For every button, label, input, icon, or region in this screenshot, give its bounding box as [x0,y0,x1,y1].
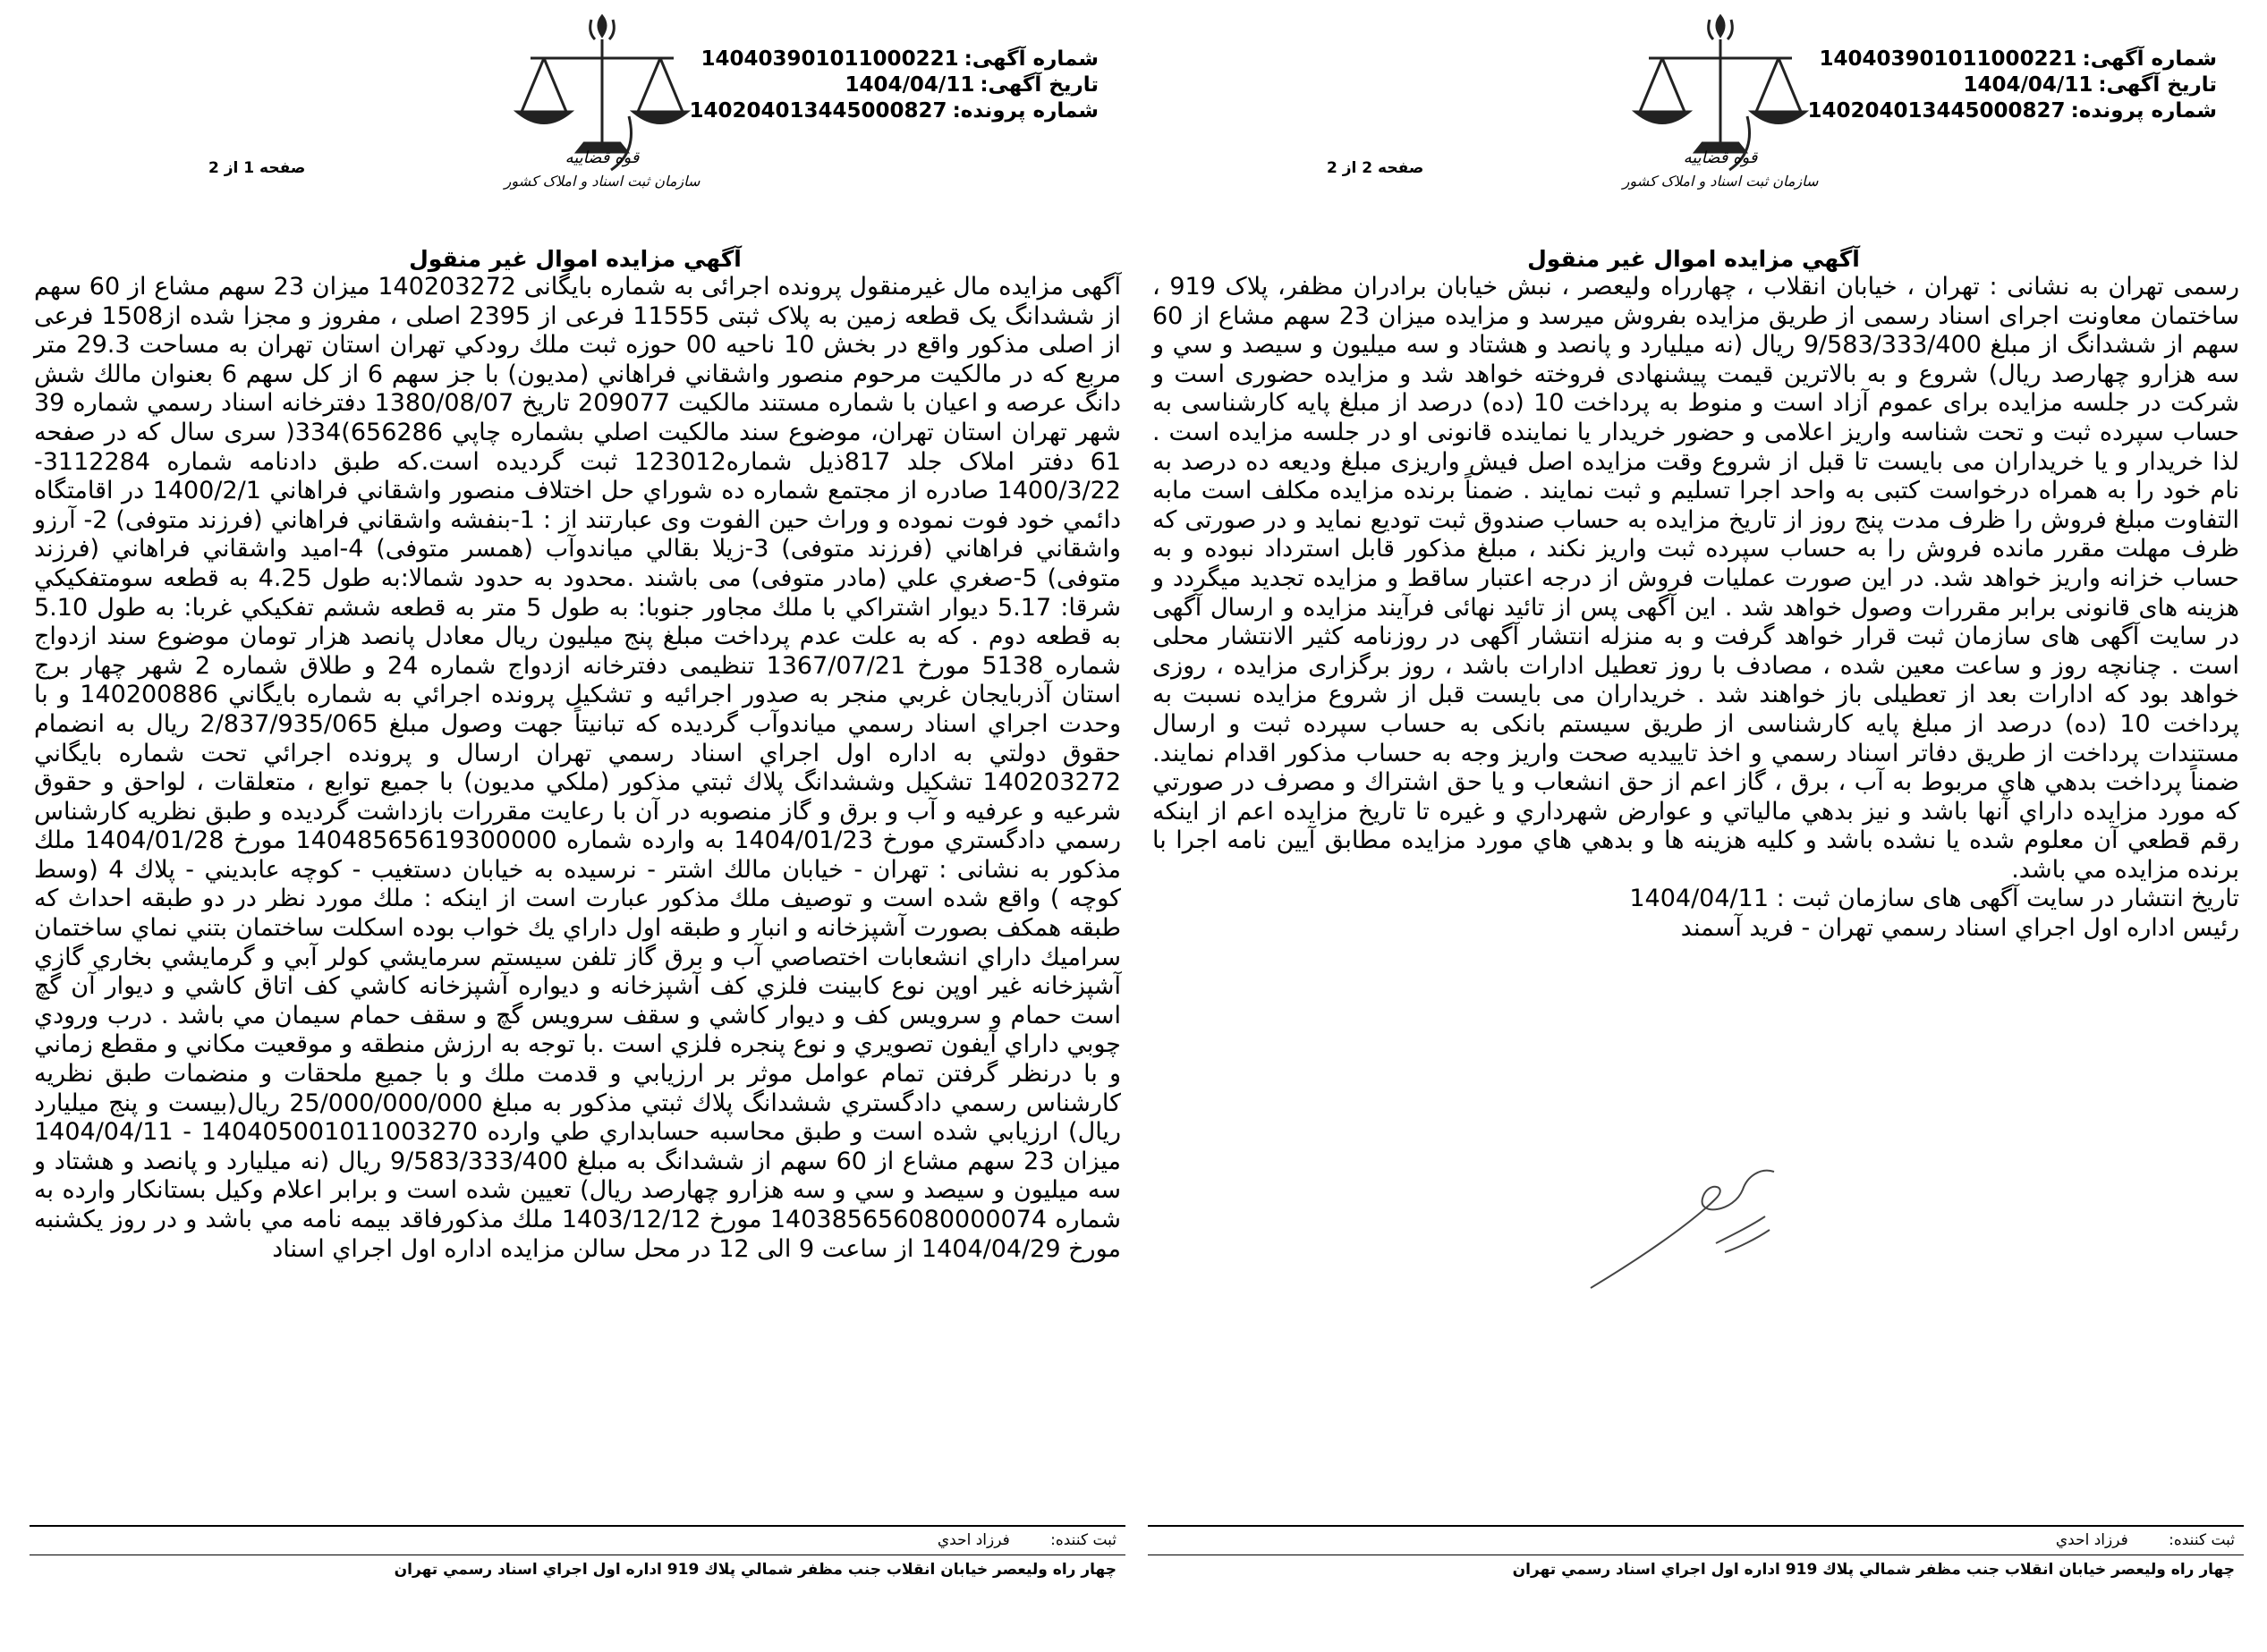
notice-meta [690,47,1100,124]
registrar-label: ثبت کننده: [1050,1531,1117,1549]
notice-page-2 [1134,0,2253,1652]
notice-body-text: رسمی تهران به نشانی : تهران ، خیابان انقلاب ، چهارراه ولیعصر ، نبش خیابان برادران مظفر، پلاک 919 ، ساختمان معاونت اجرای اسناد رسمی از طریق مزایده بفروش میرسد و مزایده میزان 23 سهم مشاع از 60 سهم از ششدانگ از مبلغ 9/583/333/400 ريال (نه ميليارد و پانصد و هشتاد و سه ميليون و سيصد و سي و سه هزارو چهارصد ريال) شروع و به بالاترین قیمت پیشنهادی فروخته خواهد شد و مزایده حضوری است و شرکت در جلسه مزایده برای عموم آزاد است و منوط به پرداخت 10 (ده) درصد از مبلغ پایه کارشناسی به حساب سپرده ثبت و تحت شناسه واریز اعلامی و حضور خریدار یا نماینده قانونی او در جلسه مزایده است . لذا خریدار و یا خریداران می بایست تا قبل از شروع وقت مزایده اصل فیش واریزی مبلغ ودیعه ده درصد به نام خود را به همراه درخواست کتبی به واحد اجرا تسلیم و ثبت نمایند . ضمناً برنده مزایده مکلف است مابه التفاوت مبلغ فروش را ظرف مدت پنج روز از تاریخ مزایده به حساب صندوق ثبت تودیع نماید و در صورتی که ظرف مهلت مقرر مانده فروش را به حساب سپرده ثبت واریز نکند ، مبلغ مذکور قابل استرداد نبوده و به حساب خزانه واریز خواهد شد. در این صورت عملیات فروش از درجه اعتبار ساقط و مزایده تجدید میگردد و هزینه های قانونی برابر مقررات وصول خواهد شد . این آگهی پس از تائید نهائی فرآیند مزایده و ارسال آگهی در سایت آگهی های سازمان ثبت قرار خواهد گرفت و به منزله انتشار آگهی در روزنامه کثیر الانتشار محلی است . چنانچه روز و ساعت معین شده ، مصادف با روز تعطیل ادارات باشد ، روز برگزاری مزایده ، روزی خواهد بود که ادارات بعد از تعطیلی باز خواهند شد . خریداران می بایست قبل از شروع مزایده نسبت به پرداخت 10 (ده) درصد از مبلغ پایه کارشناسی از طریق سیستم بانکی به حساب سپرده ثبت و ارسال مستندات پرداخت از طریق دفاتر اسناد رسمي و اخذ تاييديه صحت واريز وجه به حساب مذكور اقدام نمایند. ضمناً پرداخت بدهي هاي مربوط به آب ، برق ، گاز اعم از حق انشعاب و يا حق اشتراك و مصرف در صورتي كه مورد مزايده داراي آنها باشد و نيز بدهي مالياتي و عوارض شهرداري و غيره تا تاريخ مزايده اعم از اينكه رقم قطعي آن معلوم شده يا نشده باشد و كليه هزينه ها و بدهي هاي مورد مزايده مطابق آيين نامه اجرا با برنده مزايده مي باشد. [1152,273,2240,884]
notice-meta [1808,47,2218,124]
page-number: صفحه 2 از 2 [1327,159,1424,177]
registrar [938,1531,1117,1549]
emblem-text-1: قوه قضاییه [565,148,640,167]
notice-body-text: آگهی مزایده مال غیرمنقول پرونده اجرائی به شماره بایگانی 140203272 میزان 23 سهم مشاع از 60 سهم از ششدانگ یک قطعه زمین به پلاک ثبتی 11555 فرعی از 2395 اصلی ، مفروز و مجزا شده از1508 فرعی از اصلی مذکور واقع در بخش 10 ناحیه 00 حوزه ثبت ملك رودكي تهران استان تهران به مساحت 29.3 متر مربع كه در مالكيت مرحوم منصور واشقاني فراهاني (مديون) با جز سهم 6 از كل سهم 6 بعنوان مالك شش دانگ عرصه و اعيان با شماره مستند مالكيت 209077 تاريخ 1380/08/07 دفترخانه اسناد رسمي شماره 39 شهر تهران استان تهران، موضوع سند مالكيت اصلي بشماره چاپي 656286)334( سری سال که در صفحه 61 دفتر املاک جلد 817ذیل شماره123012 ثبت گرديده است.که طبق دادنامه شماره 3112284-1400/3/22 صادره از مجتمع شماره ده شوراي حل اختلاف منصور واشقاني فراهاني 1400/2/1 در اقامتگاه دائمي خود فوت نموده و وراث حين الفوت وی عبارتند از : 1-بنفشه واشقاني فراهاني (فرزند متوفی) 2- آرزو واشقاني فراهاني (فرزند متوفی) 3-زيلا بقالي مياندوآب (همسر متوفی) 4-اميد واشقاني فراهاني (فرزند متوفی) 5-صغري علي (مادر متوفی) می باشند .محدود به حدود شمالا:به طول 4.25 به قطعه سومتفكيكي شرقا: 5.17 ديوار اشتراكي با ملك مجاور جنوبا: به طول 5 متر به قطعه ششم تفكيكي غربا: به طول 5.10 به قطعه دوم . كه به علت عدم پرداخت مبلغ پنج ميليون ريال معادل پانصد هزار تومان موضوع سند ازدواج شماره 5138 مورخ 1367/07/21 تنظيمی دفترخانه ازدواج شماره 24 و طلاق شماره 2 شهر چهار برج استان آذربايجان غربي منجر به صدور اجرائيه و تشكيل پرونده اجرائي به شماره بايگاني 140200886 و با وحدت اجراي اسناد رسمي مياندوآب گرديده كه تبانيتاً جهت وصول مبلغ 2/837/935/065 ريال به انضمام حقوق دولتي به اداره اول اجراي اسناد رسمي تهران ارسال و پرونده اجرائي تحت شماره بايگاني 140203272 تشكيل وششدانگ پلاك ثبتي مذكور (ملكي مديون) با جميع توابع ، متعلقات ، لواحق و حقوق شرعيه و عرفيه و آب و برق و گاز منصوبه در آن با رعايت مقررات بازداشت گرديده و طبق نظريه كارشناس رسمي دادگستري مورخ 1404/01/23 به وارده شماره 14048565619300000 مورخ 1404/01/28 ملك مذكور به نشانی : تهران - خيابان مالك اشتر - نرسيده به خيابان دستغيب - كوچه عابديني - پلاك 4 (وسط كوچه ) واقع شده است و توصيف ملك مذكور عبارت است از اينكه : ملك مورد نظر در دو طبقه احداث كه طبقه همكف بصورت آشپزخانه و انبار و طبقه اول داراي يك خواب بوده اسكلت ساختمان بتني نماي ساختمان سراميك داراي انشعابات اختصاصي آب و برق گاز تلفن سيستم سرمايشي كولر آبي و گرمايشي بخاري گازي آشپزخانه غير اوپن نوع كابينت فلزي كف آشپزخانه و ديواره آشپزخانه كاشي كف اتاق كاشي و ديوار آن گچ است حمام و سرويس كف و ديوار كاشي و سقف سرويس گچ و سقف حمام سيمان مي باشد . درب ورودي چوبي داراي آيفون تصويري و نوع پنجره فلزي است .با توجه به ارزش منطقه و موقعيت مكاني و مقطع زماني و با درنظر گرفتن تمام عوامل موثر بر ارزيابي و قدمت ملك و با جميع ملحقات و منضمات طبق نظريه كارشناس رسمي دادگستري ششدانگ پلاك ثبتي مذكور به مبلغ 25/000/000/000 ريال(بيست و پنج ميليارد ريال) ارزيابي شده است و طبق محاسبه حسابداري طي وارده 140405001011003270 - 1404/04/11 ميزان 23 سهم مشاع از 60 سهم از ششدانگ به مبلغ 9/583/333/400 ريال (نه ميليارد و پانصد و هشتاد و سه ميليون و سيصد و سي و سه هزارو چهارصد ريال) تعيين شده است و برابر اعلام وكيل بستانكار وارده به شماره 140385656080000074 مورخ 1403/12/12 ملك مذكورفاقد بيمه نامه مي باشد و در روز يكشنبه مورخ 1404/04/29 از ساعت 9 الی 12 در محل سالن مزايده اداره اول اجراي اسناد [34,273,1122,1263]
publish-date-line: تاریخ انتشار در سایت آگهی های سازمان ثبت : 1404/04/11 [1629,885,2239,913]
judiciary-emblem-icon [495,9,709,197]
file-no: 140204013445000827 [1807,99,2066,123]
notice-date: 1404/04/11 [1963,73,2093,97]
notice-no-label: شماره آگهی: [2082,47,2217,71]
notice-title: آگهي مزايده اموال غير منقول [409,246,742,272]
notice-no: 140403901011000221 [1819,47,2077,71]
file-no: 140204013445000827 [689,99,947,123]
emblem-text-2: سازمان ثبت اسناد و املاک کشور [504,173,700,190]
signer-line: رئيس اداره اول اجراي اسناد رسمي تهران - فريد آسمند [1680,914,2239,943]
page-number: صفحه 1 از 2 [208,159,306,177]
footer-divider [1148,1525,2244,1527]
emblem-text-2: سازمان ثبت اسناد و املاک کشور [1622,173,1819,190]
registrar [2056,1531,2235,1549]
notice-date: 1404/04/11 [845,73,975,97]
notice-date-label: تاریخ آگهی: [2098,73,2217,97]
notice-date-label: تاریخ آگهی: [980,73,1099,97]
judiciary-emblem-icon [1613,9,1828,197]
notice-page-1 [16,0,1134,1652]
registrar-name: فرزاد احدي [937,1531,1010,1549]
emblem-text-1: قوه قضاییه [1683,148,1758,167]
footer-divider [30,1525,1125,1527]
handwritten-signature [1582,1163,1787,1297]
notice-body [34,273,1121,1264]
footer-address: چهار راه وليعصر خيابان انقلاب جنب مظفر شمالي پلاك 919 اداره اول اجراي اسناد رسمي تهران [394,1561,1117,1579]
notice-body [1152,273,2239,944]
notice-title: آگهي مزايده اموال غير منقول [1527,246,1860,272]
registrar-name: فرزاد احدي [2055,1531,2128,1549]
notice-no-label: شماره آگهی: [964,47,1099,71]
notice-no: 140403901011000221 [700,47,959,71]
registrar-label: ثبت کننده: [2169,1531,2235,1549]
file-no-label: شماره پرونده: [952,99,1099,123]
file-no-label: شماره پرونده: [2070,99,2217,123]
footer-address: چهار راه وليعصر خيابان انقلاب جنب مظفر شمالي پلاك 919 اداره اول اجراي اسناد رسمي تهران [1512,1561,2235,1579]
